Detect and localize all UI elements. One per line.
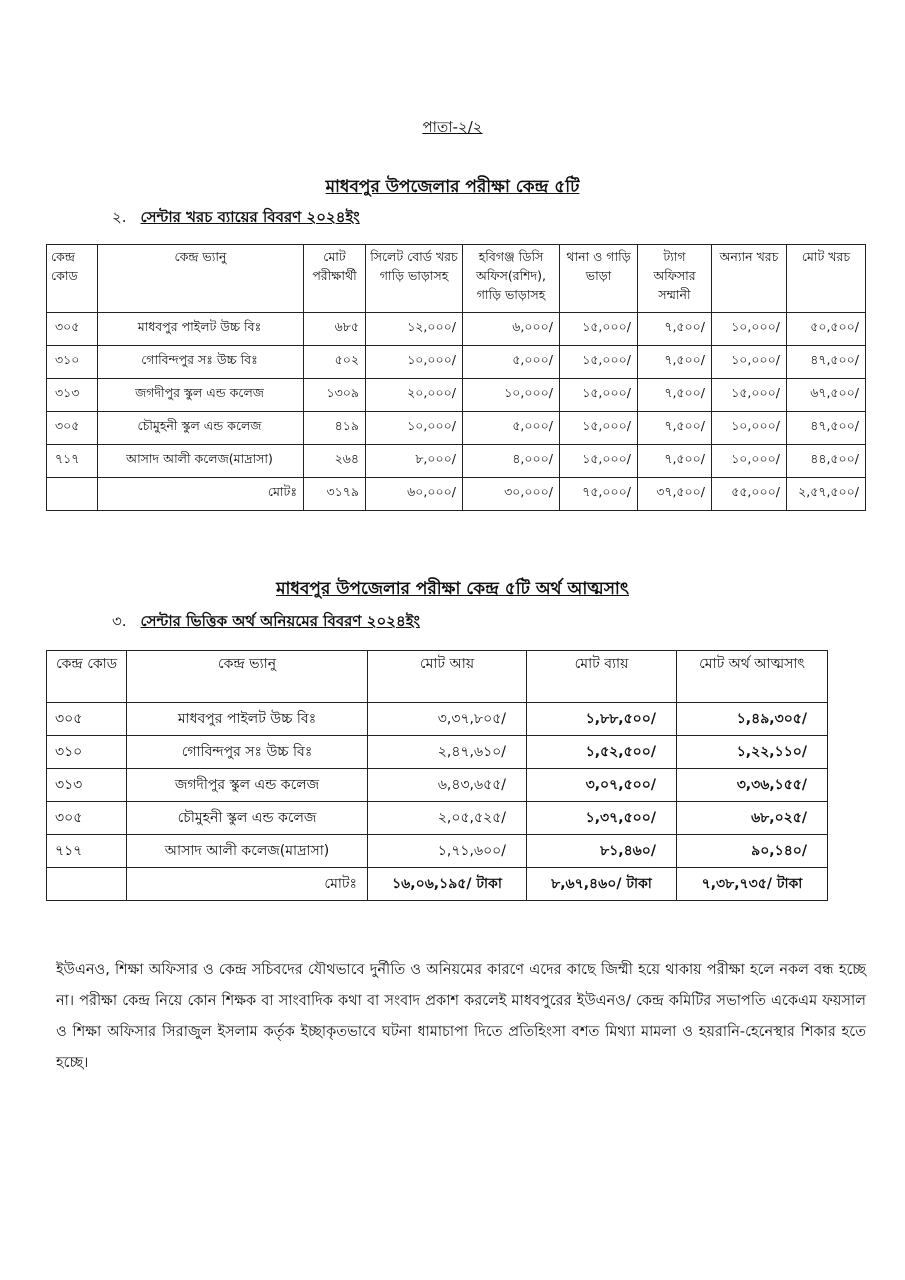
cell-total-expense: ৮১,৪৬০/	[527, 835, 677, 868]
section2-subheading	[112, 206, 360, 231]
cell-center-code: ৩১৩	[47, 769, 127, 802]
column-header-police: থানা ও গাড়ি ভাড়া	[560, 245, 638, 313]
cell-examinees: ২৬৪	[304, 445, 366, 478]
cell-total-expense: ১,৫২,৫০০/	[527, 736, 677, 769]
notes-paragraph: ইউএনও, শিক্ষা অফিসার ও কেন্দ্র সচিবদের যৌথভাবে দুর্নীতি ও অনিয়মের কারণে এদের কাছে জিম্মী হয়ে থাকায় পরীক্ষা হলে নকল বন্ধ হচ্ছে না। পরীক্ষা কেন্দ্র নিয়ে কোন শিক্ষক বা সাংবাদিক কথা বা সংবাদ প্রকাশ করলেই মাধবপুরের ইউএনও/ কেন্দ্র কমিটির সভাপতি একেএম ফয়সাল ও শিক্ষা অফিসার সিরাজুল ইসলাম কর্তৃক ইচ্ছাকৃতভাবে ঘটনা ধামাচাপা দিতে প্রতিহিংসা বশত মিথ্যা মামলা ও হয়রানি-হেনেস্থার শিকার হতে হচ্ছে।	[56, 962, 866, 1071]
table-header-row	[47, 651, 828, 703]
cell-empty	[47, 478, 98, 511]
column-header-dc-office: হবিগঞ্জ ডিসি অফিস(রশিদ), গাড়ি ভাড়াসহ	[463, 245, 560, 313]
cell-venue: গোবিন্দপুর সঃ উচ্চ বিঃ	[98, 346, 304, 379]
cell-total-income: ৩,৩৭,৮০৫/	[368, 703, 527, 736]
cell-total-embezzled: ১,২২,১১০/	[677, 736, 828, 769]
column-header-center-code: কেন্দ্র কোড	[47, 245, 98, 313]
cell-tag-officer-honorarium: ৭,৫০০/	[638, 313, 712, 346]
section3-number: ৩.	[112, 612, 127, 630]
total-row	[47, 478, 866, 511]
cell-total-expense: ১,৮৮,৫০০/	[527, 703, 677, 736]
cell-police-cost: ১৫,০০০/	[560, 412, 638, 445]
cell-total-income: ২,৪৭,৬১০/	[368, 736, 527, 769]
cell-other-cost: ১০,০০০/	[712, 346, 787, 379]
cell-total-income: ২,০৫,৫২৫/	[368, 802, 527, 835]
cell-center-code: ৩১০	[47, 736, 127, 769]
cell-center-code: ৩১৩	[47, 379, 98, 412]
cell-center-code: ৩০৫	[47, 703, 127, 736]
cell-other-cost: ১৫,০০০/	[712, 379, 787, 412]
total-sylhet-board-cost: ৬০,০০০/	[366, 478, 463, 511]
total-examinees: ৩১৭৯	[304, 478, 366, 511]
column-header-tag-officer: ট্যাগ অফিসার সম্মানী	[638, 245, 712, 313]
cell-sylhet-board-cost: ১০,০০০/	[366, 412, 463, 445]
table-row	[47, 736, 828, 769]
cell-total-cost: ৪৭,৫০০/	[787, 346, 866, 379]
cell-examinees: ৬৮৫	[304, 313, 366, 346]
cell-venue: চৌমুহনী স্কুল এন্ড কলেজ	[127, 802, 368, 835]
cell-dc-office-cost: ৫,০০০/	[463, 412, 560, 445]
column-header-examinees: মোট পরীক্ষার্থী	[304, 245, 366, 313]
cell-center-code: ৭১৭	[47, 445, 98, 478]
table-row	[47, 379, 866, 412]
total-other-cost: ৫৫,০০০/	[712, 478, 787, 511]
column-header-center-code: কেন্দ্র কোড	[47, 651, 127, 703]
total-total-income: ১৬,০৬,১৯৫/ টাকা	[368, 868, 527, 901]
cell-venue: আসাদ আলী কলেজ(মাদ্রাসা)	[98, 445, 304, 478]
fund-irregularity-table	[46, 650, 828, 901]
cell-total-embezzled: ৩,৩৬,১৫৫/	[677, 769, 828, 802]
table-row	[47, 346, 866, 379]
table-row	[47, 703, 828, 736]
cell-total-embezzled: ১,৪৯,৩০৫/	[677, 703, 828, 736]
total-police-cost: ৭৫,০০০/	[560, 478, 638, 511]
cell-other-cost: ১০,০০০/	[712, 313, 787, 346]
column-header-total-expense: মোট ব্যায়	[527, 651, 677, 703]
cell-tag-officer-honorarium: ৭,৫০০/	[638, 445, 712, 478]
cell-total-cost: ৪৪,৫০০/	[787, 445, 866, 478]
table-row	[47, 769, 828, 802]
cell-total-expense: ১,৩৭,৫০০/	[527, 802, 677, 835]
section3-heading: মাধবপুর উপজেলার পরীক্ষা কেন্দ্র ৫টি অর্থ আত্মসাৎ	[276, 579, 629, 599]
cell-venue: আসাদ আলী কলেজ(মাদ্রাসা)	[127, 835, 368, 868]
cell-sylhet-board-cost: ১২,০০০/	[366, 313, 463, 346]
column-header-venue: কেন্দ্র ভ্যানু	[127, 651, 368, 703]
cell-tag-officer-honorarium: ৭,৫০০/	[638, 412, 712, 445]
cell-dc-office-cost: ৪,০০০/	[463, 445, 560, 478]
cell-police-cost: ১৫,০০০/	[560, 379, 638, 412]
cell-total-expense: ৩,০৭,৫০০/	[527, 769, 677, 802]
cell-police-cost: ১৫,০০০/	[560, 445, 638, 478]
table-header-row	[47, 245, 866, 313]
cell-tag-officer-honorarium: ৭,৫০০/	[638, 379, 712, 412]
cell-total-cost: ৫০,৫০০/	[787, 313, 866, 346]
section2-subheading-text: সেন্টার খরচ ব্যায়ের বিবরণ ২০২৪ইং	[140, 208, 360, 226]
column-header-total-cost: মোট খরচ	[787, 245, 866, 313]
total-total-embezzled: ৭,৩৮,৭৩৫/ টাকা	[677, 868, 828, 901]
cell-police-cost: ১৫,০০০/	[560, 313, 638, 346]
cell-venue: জগদীপুর স্কুল এন্ড কলেজ	[98, 379, 304, 412]
cell-venue: মাধবপুর পাইলট উচ্চ বিঃ	[127, 703, 368, 736]
table-row	[47, 445, 866, 478]
table-row	[47, 412, 866, 445]
cell-center-code: ৩১০	[47, 346, 98, 379]
total-dc-office-cost: ৩০,০০০/	[463, 478, 560, 511]
cell-total-income: ৬,৪৩,৬৫৫/	[368, 769, 527, 802]
section3-subheading	[112, 610, 420, 635]
cell-sylhet-board-cost: ৮,০০০/	[366, 445, 463, 478]
cell-center-code: ৩০৫	[47, 412, 98, 445]
table-row	[47, 313, 866, 346]
cell-venue: গোবিন্দপুর সঃ উচ্চ বিঃ	[127, 736, 368, 769]
cell-examinees: ৪১৯	[304, 412, 366, 445]
cell-center-code: ৩০৫	[47, 802, 127, 835]
cell-total-income: ১,৭১,৬০০/	[368, 835, 527, 868]
cell-other-cost: ১০,০০০/	[712, 412, 787, 445]
total-label: মোটঃ	[127, 868, 368, 901]
column-header-total-embezzled: মোট অর্থ আত্মসাৎ	[677, 651, 828, 703]
column-header-total-income: মোট আয়	[368, 651, 527, 703]
cell-dc-office-cost: ১০,০০০/	[463, 379, 560, 412]
cell-examinees: ৫০২	[304, 346, 366, 379]
cell-venue: মাধবপুর পাইলট উচ্চ বিঃ	[98, 313, 304, 346]
total-label: মোটঃ	[98, 478, 304, 511]
total-total-expense: ৮,৬৭,৪৬০/ টাকা	[527, 868, 677, 901]
cell-venue: চৌমুহনী স্কুল এন্ড কলেজ	[98, 412, 304, 445]
cell-venue: জগদীপুর স্কুল এন্ড কলেজ	[127, 769, 368, 802]
center-expense-table	[46, 244, 866, 511]
cell-other-cost: ১০,০০০/	[712, 445, 787, 478]
total-tag-officer-honorarium: ৩৭,৫০০/	[638, 478, 712, 511]
cell-dc-office-cost: ৫,০০০/	[463, 346, 560, 379]
cell-dc-office-cost: ৬,০০০/	[463, 313, 560, 346]
total-row	[47, 868, 828, 901]
cell-examinees: ১৩০৯	[304, 379, 366, 412]
section2-heading: মাধবপুর উপজেলার পরীক্ষা কেন্দ্র ৫টি	[325, 177, 580, 197]
cell-total-embezzled: ৯০,১৪০/	[677, 835, 828, 868]
cell-total-cost: ৬৭,৫০০/	[787, 379, 866, 412]
column-header-venue: কেন্দ্র ভ্যানু	[98, 245, 304, 313]
total-total-cost: ২,৫৭,৫০০/	[787, 478, 866, 511]
cell-police-cost: ১৫,০০০/	[560, 346, 638, 379]
cell-total-cost: ৪৭,৫০০/	[787, 412, 866, 445]
column-header-sylhet-board: সিলেট বোর্ড খরচ গাড়ি ভাড়াসহ	[366, 245, 463, 313]
section2-number: ২.	[112, 208, 127, 226]
cell-total-embezzled: ৬৮,০২৫/	[677, 802, 828, 835]
section3-subheading-text: সেন্টার ভিত্তিক অর্থ অনিয়মের বিবরণ ২০২৪ইং	[140, 612, 420, 630]
cell-empty	[47, 868, 127, 901]
cell-center-code: ৩০৫	[47, 313, 98, 346]
column-header-other: অন্যান খরচ	[712, 245, 787, 313]
cell-sylhet-board-cost: ২০,০০০/	[366, 379, 463, 412]
cell-center-code: ৭১৭	[47, 835, 127, 868]
table-row	[47, 835, 828, 868]
table-row	[47, 802, 828, 835]
page-number: পাতা-২/২	[422, 118, 483, 136]
cell-tag-officer-honorarium: ৭,৫০০/	[638, 346, 712, 379]
cell-sylhet-board-cost: ১০,০০০/	[366, 346, 463, 379]
